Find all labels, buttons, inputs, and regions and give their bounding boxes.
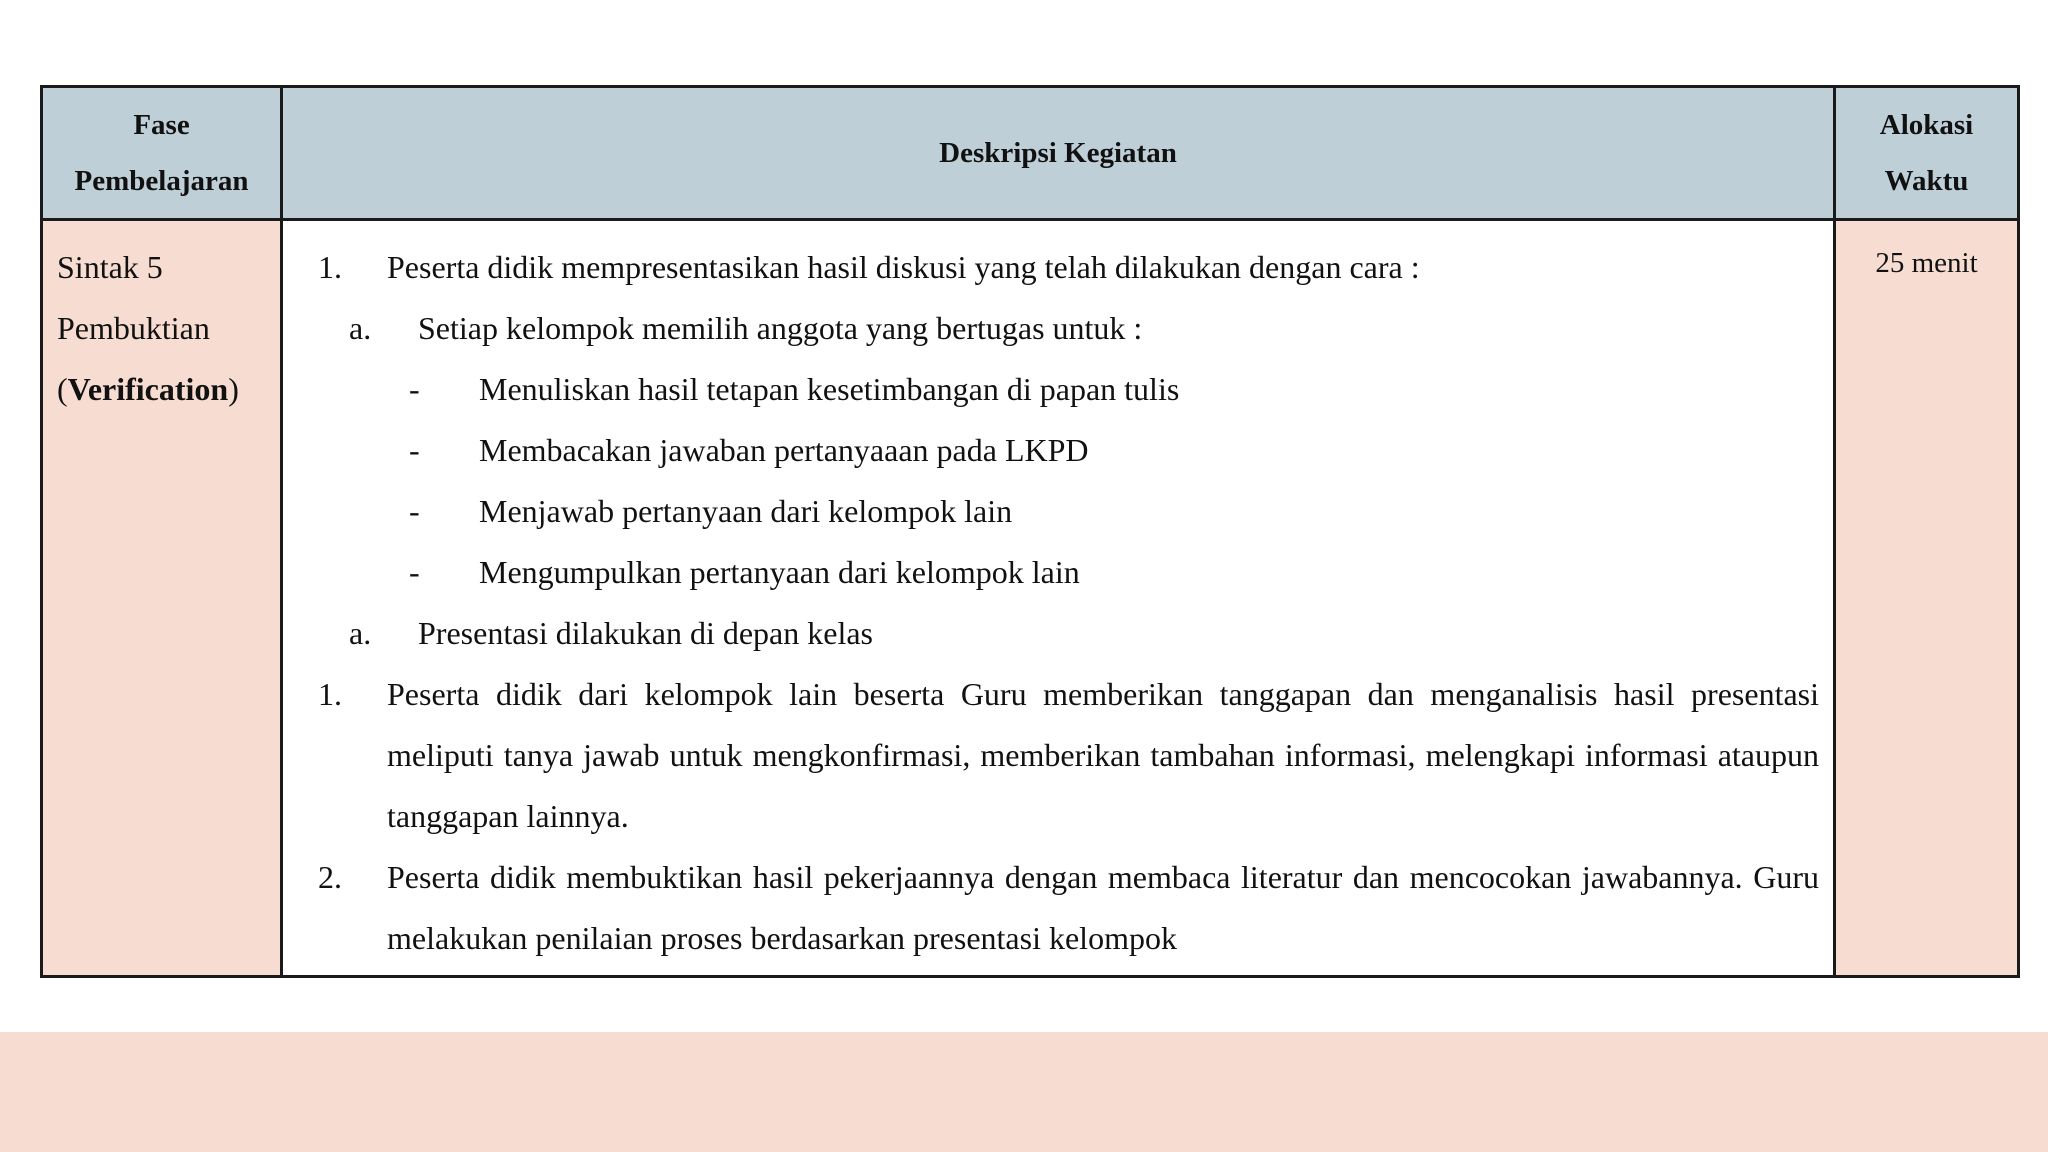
phase-paren-close: ) [228, 371, 239, 407]
list-marker: - [409, 493, 420, 529]
list-text: Menjawab pertanyaan dari kelompok lain [479, 493, 1013, 529]
list-item [283, 664, 1819, 847]
list-item [283, 542, 1819, 603]
list-marker: 1. [318, 249, 342, 285]
footer-band [0, 1032, 2048, 1152]
header-description: Deskripsi Kegiatan [282, 87, 1835, 220]
list-marker: - [409, 554, 420, 590]
list-text: Membacakan jawaban pertanyaaan pada LKPD [479, 432, 1089, 468]
list-text: Mengumpulkan pertanyaan dari kelompok lain [479, 554, 1080, 590]
list-marker: 1. [318, 676, 342, 712]
list-text: Peserta didik membuktikan hasil pekerjaannya dengan membaca literatur dan mencocokan jawabannya. Guru melakukan penilaian proses berdasarkan presentasi kelompok [387, 859, 1819, 956]
description-cell [282, 220, 1835, 977]
list-text: Peserta didik mempresentasikan hasil diskusi yang telah dilakukan dengan cara : [387, 249, 1420, 285]
phase-line2: Pembuktian [57, 310, 210, 346]
list-item [283, 298, 1819, 359]
list-item [283, 603, 1819, 664]
list-text: Menuliskan hasil tetapan kesetimbangan di papan tulis [479, 371, 1180, 407]
header-time-line1: Alokasi [1879, 109, 1974, 141]
phase-verification: Verification [67, 371, 229, 407]
list-marker: a. [349, 615, 372, 651]
list-text: Setiap kelompok memilih anggota yang bertugas untuk : [418, 310, 1143, 346]
list-item [283, 847, 1819, 969]
table-row [42, 220, 2019, 977]
list-item [283, 420, 1819, 481]
list-text: Presentasi dilakukan di depan kelas [418, 615, 873, 651]
table-header-row [42, 87, 2019, 220]
list-item [283, 237, 1819, 298]
header-phase-line1: Fase [133, 109, 190, 141]
phase-line1: Sintak 5 [57, 249, 163, 285]
list-marker: a. [349, 310, 372, 346]
time-cell: 25 menit [1835, 220, 2019, 977]
learning-activity-table [40, 85, 2020, 978]
list-item [283, 481, 1819, 542]
header-phase-line2: Pembelajaran [74, 165, 249, 197]
list-marker: - [409, 432, 420, 468]
header-time-line2: Waktu [1884, 165, 1969, 197]
header-phase [42, 87, 282, 220]
list-text: Peserta didik dari kelompok lain beserta Guru memberikan tanggapan dan menganalisis hasil presentasi meliputi tanya jawab untuk mengkonfirmasi, memberikan tambahan informasi, melengkapi informasi ataupun tanggapan lainnya. [387, 676, 1819, 834]
phase-cell [42, 220, 282, 977]
header-time [1835, 87, 2019, 220]
list-marker: - [409, 371, 420, 407]
phase-paren-open: ( [57, 371, 68, 407]
phase-line3 [57, 359, 268, 420]
list-item [283, 359, 1819, 420]
list-marker: 2. [318, 859, 342, 895]
